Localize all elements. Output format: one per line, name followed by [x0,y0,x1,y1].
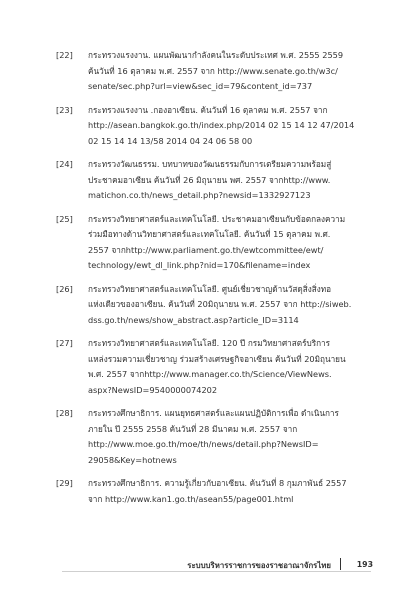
reference-line: 2557 จากhttp://www.parliament.go.th/ewtcommittee/ewt/ [88,244,324,255]
reference-text [88,103,378,150]
reference-text [88,282,378,329]
reference-item [56,476,378,507]
reference-item [56,212,378,274]
reference-number: [26] [56,283,73,294]
reference-item [56,336,378,398]
reference-number: [27] [56,338,73,348]
reference-text [88,48,378,95]
reference-line: แหล่งรวมความเชี่ยวชาญ ร่วมสร้างเศรษฐกิจอาเซียน ค้นวันที่ 20มิถุนายน [88,353,346,364]
reference-line: แห่งเดียวของอาเซียน. ค้นวันที่ 20มิถุนายน พ.ศ. 2557 จาก http://siweb. [88,299,352,309]
reference-text [88,336,378,398]
reference-line: กระทรวงวิทยาศาสตร์และเทคโนโลยี. 120 ปี กรมวิทยาศาสตร์บริการ [88,338,331,348]
reference-line: dss.go.th/news/show_abstract.asp?article_ID=3114 [88,314,299,325]
reference-line: senate/sec.php?url=view&sec_id=79&content_id=737 [88,81,313,91]
reference-number: [29] [56,478,73,488]
reference-number: [22] [56,50,73,60]
reference-line: http://www.moe.go.th/moe/th/news/detail.php?NewsID= [88,439,319,449]
reference-item [56,406,378,468]
reference-line: 02 15 14 14 13/58 2014 04 24 06 58 00 [88,135,253,146]
reference-number: [28] [56,408,73,418]
reference-number: [25] [56,213,73,224]
reference-item [56,157,378,204]
reference-item [56,48,378,95]
reference-number: [23] [56,104,73,115]
footer-separator [340,558,341,570]
reference-line: กระทรวงศึกษาธิการ. ความรู้เกี่ยวกับอาเซียน. ค้นวันที่ 8 กุมภาพันธ์ 2557 [88,478,347,488]
reference-text [88,476,378,507]
reference-line: http://asean.bangkok.go.th/index.php/2014 02 15 14 12 47/2014 [88,120,355,130]
reference-line: ภายใน ปี 2555 2558 ค้นวันที่ 28 มีนาคม พ.ศ. 2557 จาก [88,423,298,434]
reference-line: กระทรวงศึกษาธิการ. แผนยุทธศาสตร์และแผนปฏิบัติการเพื่อ ดำเนินการ [88,408,339,418]
reference-text [88,406,378,468]
reference-line: ค้นวันที่ 16 ตุลาคม พ.ศ. 2557 จาก http://www.senate.go.th/w3c/ [88,65,338,76]
reference-list [56,48,378,515]
reference-text [88,157,378,204]
reference-line: matichon.co.th/news_detail.php?newsid=1332927123 [88,190,311,200]
reference-line: พ.ศ. 2557 จากhttp://www.manager.co.th/Science/ViewNews. [88,369,332,379]
page-number: 193 [356,560,373,569]
reference-line: กระทรวงแรงงาน .กองอาเซียน. ค้นวันที่ 16 ตุลาคม พ.ศ. 2557 จาก [88,104,328,115]
reference-line: กระทรวงแรงงาน. แผนพัฒนากำลังคนในระดับประเทศ พ.ศ. 2555 2559 [88,50,344,60]
reference-line: aspx?NewsID=9540000074202 [88,384,218,395]
reference-line: technology/ewt_dl_link.php?nid=170&filename=index [88,260,311,270]
reference-line: กระทรวงวิทยาศาสตร์และเทคโนโลยี. ประชาคมอาเซียนกับข้อตกลงความ [88,213,346,224]
reference-line: จาก http://www.kan1.go.th/asean55/page001.html [88,493,294,504]
reference-number: [24] [56,159,73,169]
reference-text [88,212,378,274]
reference-line: กระทรวงวิทยาศาสตร์และเทคโนโลยี. ศูนย์เชี่ยวชาญด้านวัสดุสิ่งสิ่งทอ [88,283,332,294]
reference-item [56,282,378,329]
reference-item [56,103,378,150]
reference-line: ประชาคมอาเซียน ค้นวันที่ 26 มิถุนายน พศ. 2557 จากhttp://www. [88,174,331,185]
footer-title: ระบบบริหารราชการของราชอาณาจักรไทย [187,561,331,570]
reference-line: 29058&Key=hotnews [88,454,177,465]
reference-line: ร่วมมือทางด้านวิทยาศาสตร์และเทคโนโลยี. ค้นวันที่ 15 ตุลาคม พ.ศ. [88,229,331,239]
reference-line: กระทรวงวัฒนธรรม. บทบาทของวัฒนธรรมกับการเตรียมความพร้อมสู่ [88,159,332,169]
